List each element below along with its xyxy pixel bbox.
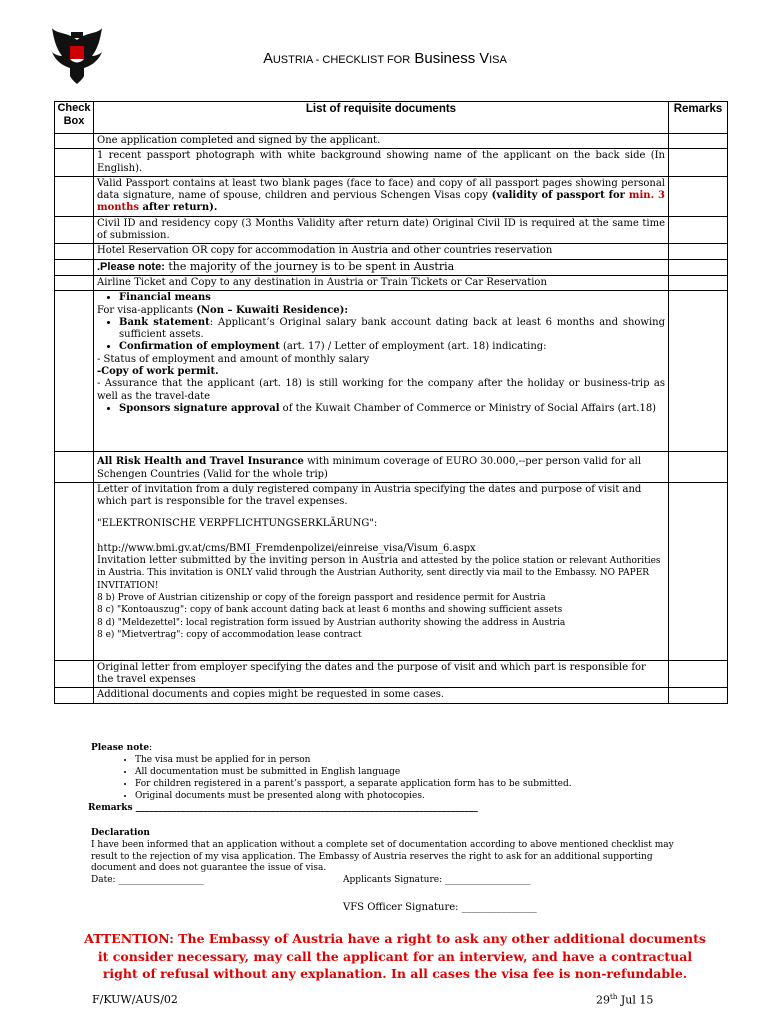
applicant-signature-field[interactable]: Applicants Signature: ___________________ bbox=[343, 875, 531, 886]
table-row: 1 recent passport photograph with white background showing name of the applicant on the back side (In English). bbox=[55, 149, 728, 177]
remarks-cell[interactable] bbox=[669, 291, 728, 452]
table-row: Airline Ticket and Copy to any destination in Austria or Train Tickets or Car Reservation bbox=[55, 275, 728, 290]
form-date: 29th Jul 15 bbox=[596, 993, 654, 1007]
page-title: AUSTRIA - CHECKLIST FOR Business VISA bbox=[263, 50, 507, 67]
attention-notice: ATTENTION: The Embassy of Austria have a right to ask any other additional documents it consider necessary, may call the applicant for an interview, and have a contractual right of refusal without any explanation. In all cases the visa fee is non-refundable. bbox=[84, 931, 706, 981]
table-header-row bbox=[55, 102, 728, 134]
list-item: • All documentation must be submitted in English language bbox=[135, 766, 691, 778]
notes-list bbox=[91, 754, 691, 802]
table-row: Valid Passport contains at least two blank pages (face to face) and copy of all passport pages showing personal data signature, name of spouse, children and pervious Schengen Visas copy (validity of passport for min. 3 months after return). bbox=[55, 176, 728, 216]
vfs-signature-field[interactable]: VFS Officer Signature: _______________ bbox=[343, 902, 537, 913]
remarks-cell[interactable] bbox=[669, 149, 728, 177]
checklist-table bbox=[54, 101, 728, 704]
check-box[interactable] bbox=[55, 176, 94, 216]
remarks-line[interactable]: Remarks ____________________________________________________________________________ bbox=[88, 803, 478, 813]
table-row: One application completed and signed by the applicant. bbox=[55, 134, 728, 149]
remarks-cell[interactable] bbox=[669, 660, 728, 688]
list-item: • The visa must be applied for in person bbox=[135, 754, 691, 766]
declaration-section: Declaration I have been informed that an application without a complete set of documentation according to above mentioned checklist may result to the rejection of my visa application. The Embassy of Austria reserves the right to ask for an additional supporting document and does not guarantee the issue of visa. Date: ___________________ Applicants Signature: ___________________ bbox=[91, 828, 674, 886]
date-field[interactable]: Date: ___________________ bbox=[91, 875, 204, 886]
check-box[interactable] bbox=[55, 291, 94, 452]
list-item: • For children registered in a parent’s passport, a separate application form has to be submitted. bbox=[135, 778, 691, 790]
table-row: Additional documents and copies might be requested in some cases. bbox=[55, 688, 728, 703]
remarks-cell[interactable] bbox=[669, 134, 728, 149]
remarks-cell[interactable] bbox=[669, 275, 728, 290]
check-box[interactable] bbox=[55, 482, 94, 660]
check-box[interactable] bbox=[55, 244, 94, 259]
list-header: List of requisite documents bbox=[94, 102, 669, 134]
table-row: Letter of invitation from a duly registered company in Austria specifying the dates and purpose of visit and which part is responsible for the travel expenses. "ELEKTRONISCHE VERPFLICHTUNGSERKLÄRUNG": http://www.bmi.gv.at/cms/BMI_Fremdenpolizei/einreise_visa/Visum_6.aspx Invitation letter submitted by the inviting person in Austria and attested by the police station or relevant Authorities in Austria. This invitation is ONLY valid through the Austrian Authority, sent directly via mail to the Embassy. NO PAPER INVITATION! 8 b) Prove of Austrian citizenship or copy of the foreign passport and residence permit for Austria 8 c) "Kontoauszug": copy of bank account dating back at least 6 months and showing sufficient assets 8 d) "Meldezettel": local registration form issued by Austrian authority showing the address in Austria 8 e) "Mietvertrag": copy of accommodation lease contract bbox=[55, 482, 728, 660]
table-row: • Financial means For visa-applicants (Non – Kuwaiti Residence): • Bank statement: Applicant’s Original salary bank account dating back at least 6 months and showing sufficient assets. • Confirmation of employment (art. 17) / Letter of employment (art. 18) indicating: - Status of employment and amount of monthly salary -Copy of work permit. - Assurance that the applicant (art. 18) is still working for the company after the holiday or business-trip as well as the travel-date • Sponsors signature approval of the Kuwait Chamber of Commerce or Ministry of Social Affairs (art.18) bbox=[55, 291, 728, 452]
table-row: Hotel Reservation OR copy for accommodation in Austria and other countries reservation bbox=[55, 244, 728, 259]
check-box[interactable] bbox=[55, 688, 94, 703]
table-row: Civil ID and residency copy (3 Months Validity after return date) Original Civil ID is required at the same time of submission. bbox=[55, 216, 728, 244]
remarks-cell[interactable] bbox=[669, 452, 728, 483]
remarks-cell[interactable] bbox=[669, 688, 728, 703]
check-box-header: Check Box bbox=[55, 102, 94, 134]
check-box[interactable] bbox=[55, 216, 94, 244]
remarks-cell[interactable] bbox=[669, 216, 728, 244]
remarks-cell[interactable] bbox=[669, 259, 728, 275]
notes-section: Please note: • The visa must be applied for in person • All documentation must be submitted in English language • For children registered in a parent’s passport, a separate application form has to be submitted. • Original documents must be presented along with photocopies. Remarks ____________________________________________________________________________ bbox=[91, 742, 691, 814]
remarks-cell[interactable] bbox=[669, 482, 728, 660]
remarks-cell[interactable] bbox=[669, 244, 728, 259]
table-row: Original letter from employer specifying the dates and the purpose of visit and which part is responsible for the travel expenses bbox=[55, 660, 728, 688]
check-box[interactable] bbox=[55, 149, 94, 177]
remarks-cell[interactable] bbox=[669, 176, 728, 216]
table-row: .Please note: the majority of the journey is to be spent in Austria bbox=[55, 259, 728, 275]
check-box[interactable] bbox=[55, 452, 94, 483]
check-box[interactable] bbox=[55, 660, 94, 688]
form-code: F/KUW/AUS/02 bbox=[92, 993, 178, 1006]
list-item: • Original documents must be presented along with photocopies. bbox=[135, 790, 691, 802]
table-row: All Risk Health and Travel Insurance with minimum coverage of EURO 30.000,--per person valid for all Schengen Countries (Valid for the whole trip) bbox=[55, 452, 728, 483]
check-box[interactable] bbox=[55, 259, 94, 275]
remarks-header: Remarks bbox=[669, 102, 728, 134]
check-box[interactable] bbox=[55, 275, 94, 290]
check-box[interactable] bbox=[55, 134, 94, 149]
